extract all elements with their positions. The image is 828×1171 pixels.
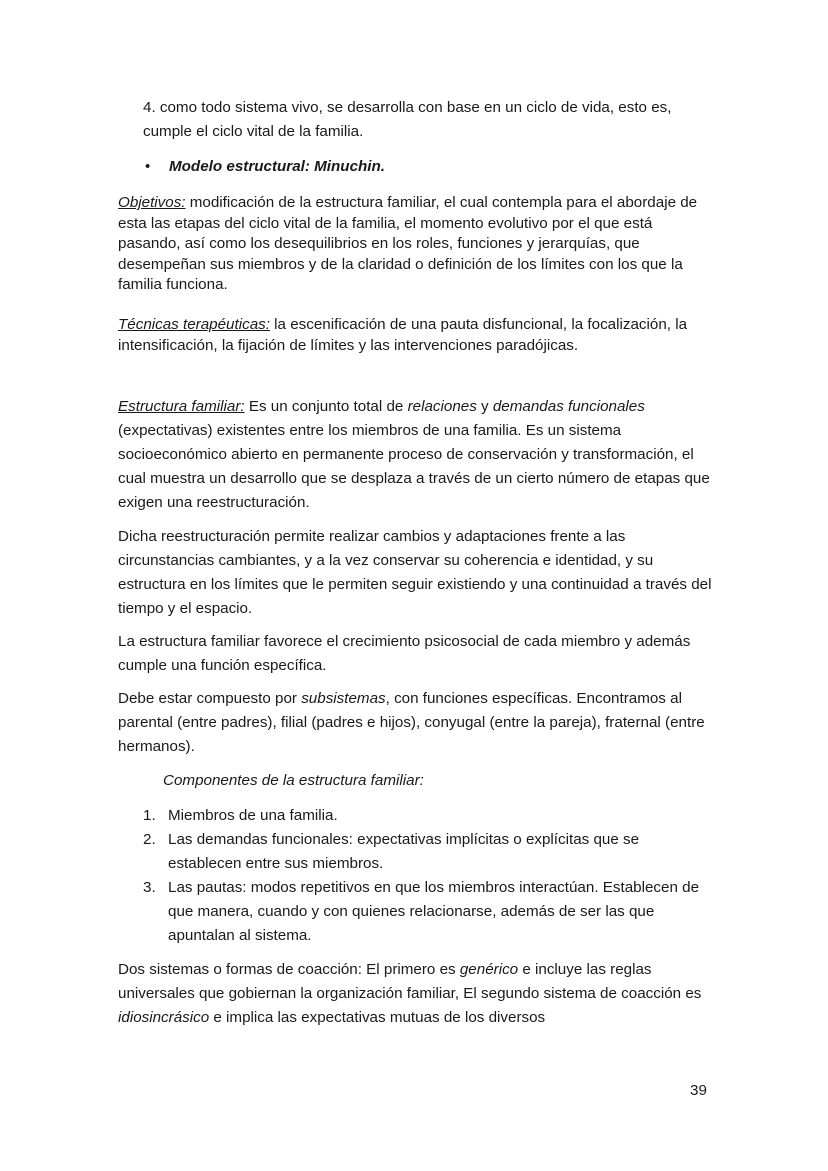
componente-text: Las demandas funcionales: expectativas implícitas o explícitas que se establecen entre sus miembros. [168,831,640,872]
tecnicas-paragraph [118,315,718,356]
estructura-text-1: Es un conjunto total de [244,398,408,415]
componente-text: Miembros de una familia. [168,807,338,824]
dicha-paragraph: Dicha reestructuración permite realizar cambios y adaptaciones frente a las circunstancias cambiantes, y a la vez conservar su coherencia e identidad, y su estructura en los límites que le permiten seguir existiendo y una continuidad a través del tiempo y el espacio. [118,528,712,617]
debe-paragraph [118,687,718,759]
objetivos-text: modificación de la estructura familiar, el cual contempla para el abordaje de esta las etapas del ciclo vital de la familia, el momento evolutivo por el que está pasando, así como los desequilibrios en los roles, funciones y jerarquías, que desempeñan sus miembros y de la claridad o definición de los límites con los que la familia funciona. [118,194,698,294]
dos-emphasis-1: genérico [459,961,519,978]
estructura-emphasis-2: demandas funcionales [492,398,645,415]
dos-sistemas-paragraph [118,958,718,1030]
componente-number: 3. [143,879,156,896]
componentes-heading: Componentes de la estructura familiar: [163,772,424,789]
objetivos-paragraph [118,193,718,296]
componente-number: 1. [143,807,156,824]
estructura-emphasis-1: relaciones [407,398,477,415]
dos-emphasis-2: idiosincrásico [118,1009,210,1026]
debe-emphasis: subsistemas [301,690,386,707]
componente-text: Las pautas: modos repetitivos en que los miembros interactúan. Establecen de que manera, cuando y con quienes relacionarse, además de ser las que apuntalan al sistema. [168,879,700,944]
debe-text-2: , con funciones específicas. Encontramos al parental (entre padres), filial (padres e hijos), conyugal (entre la pareja), fraternal (entre hermanos). [118,690,705,755]
componente-item-3 [143,876,723,948]
estructura-label: Estructura familiar: [118,398,245,415]
list-item-4: 4. como todo sistema vivo, se desarrolla con base en un ciclo de vida, esto es, cumple el ciclo vital de la familia. [143,99,672,140]
estructura-text-2: y [476,398,493,415]
bullet-icon: • [145,158,151,175]
debe-text-1: Debe estar compuesto por [118,690,302,707]
tecnicas-label: Técnicas terapéuticas: [118,316,270,333]
componente-item-2 [143,828,723,876]
componente-item-1 [143,804,723,828]
estructura-paragraph [118,395,718,515]
objetivos-label: Objetivos: [118,194,186,211]
favorece-paragraph: La estructura familiar favorece el crecimiento psicosocial de cada miembro y además cumple una función específica. [118,633,691,674]
componente-number: 2. [143,831,156,848]
tecnicas-text: la escenificación de una pauta disfuncional, la focalización, la intensificación, la fijación de límites y las intervenciones paradójicas. [118,316,688,354]
page-number: 39 [690,1082,707,1099]
dos-text-1: Dos sistemas o formas de coacción: El primero es [118,961,460,978]
dos-text-3: e implica las expectativas mutuas de los diversos [209,1009,546,1026]
section-heading: Modelo estructural: Minuchin. [169,158,386,175]
estructura-text-3: (expectativas) existentes entre los miembros de una familia. Es un sistema socioeconómico abierto en permanente proceso de conservación y transformación, el cual muestra un desarrollo que se desplaza a través de un cierto número de etapas que exigen una reestructuración. [118,422,710,511]
dos-text-2: e incluye las reglas universales que gobiernan la organización familiar, El segundo sistema de coacción es [118,961,702,1002]
